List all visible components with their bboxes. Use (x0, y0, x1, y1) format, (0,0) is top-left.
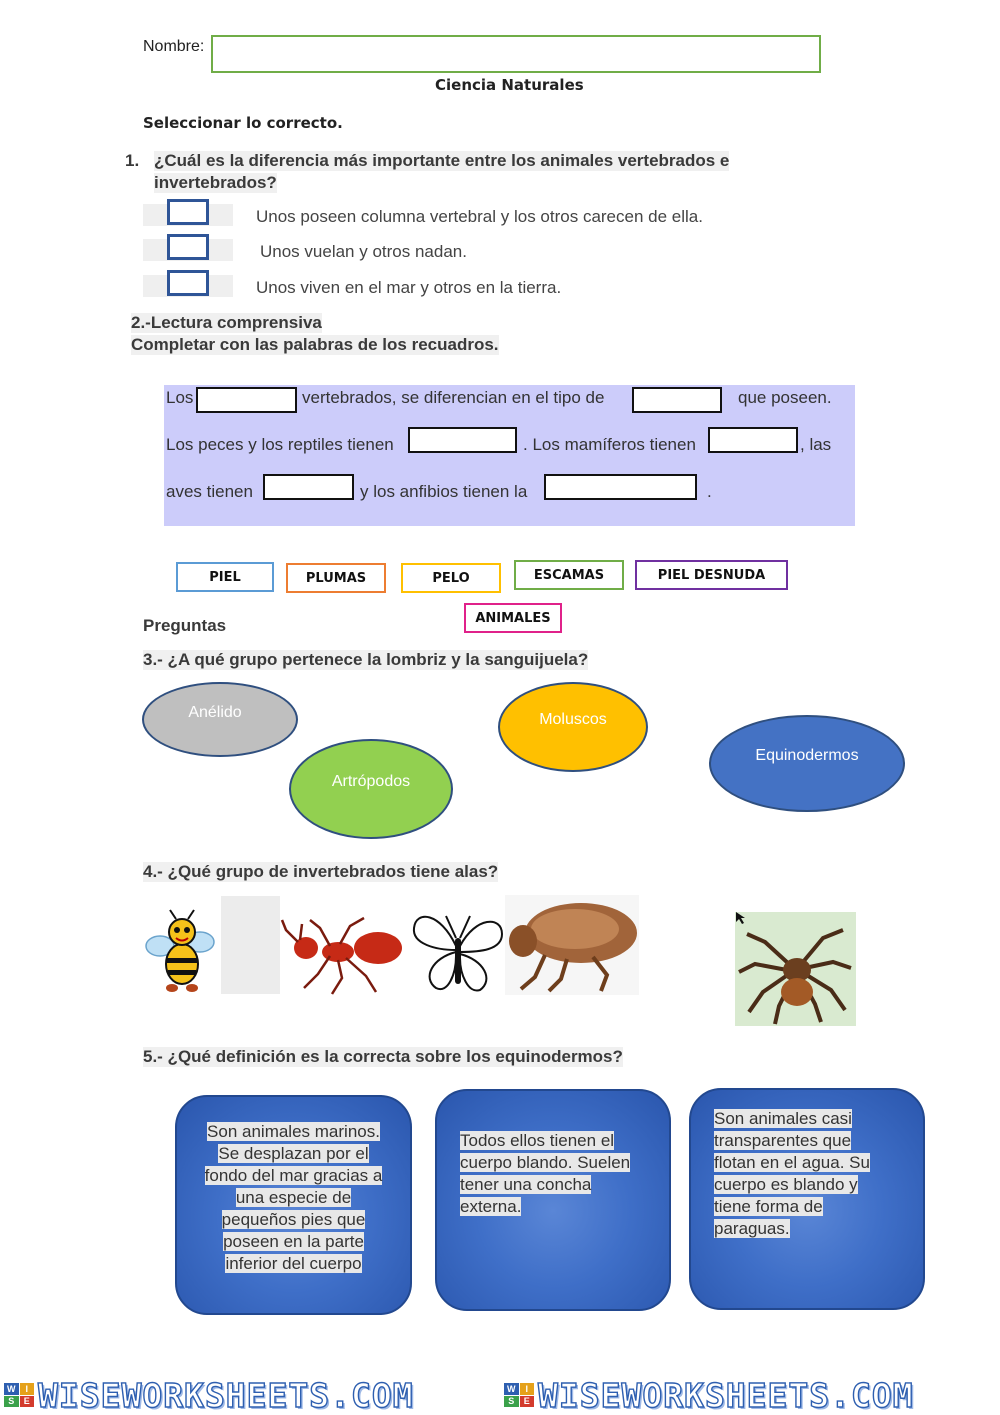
cursor-icon (735, 911, 749, 925)
q1-option-2: Unos vuelan y otros nadan. (260, 242, 467, 261)
card-line: fondo del mar gracias a (204, 1166, 383, 1185)
card-line: inferior del cuerpo (225, 1254, 362, 1273)
option-artropodos[interactable]: Artrópodos (289, 739, 453, 839)
reading-text: aves tienen (166, 482, 253, 501)
word-piel[interactable]: PIEL (176, 562, 274, 592)
watermark-text: WISEWORKSHEETS.COM (538, 1376, 914, 1415)
reading-text: vertebrados, se diferencian en el tipo de (302, 388, 605, 407)
word-piel-desnuda[interactable]: PIEL DESNUDA (635, 560, 788, 590)
flea-image[interactable] (505, 895, 639, 995)
card-line: Se desplazan por el (218, 1144, 369, 1163)
card-line: Son animales marinos. (207, 1122, 380, 1141)
option-moluscos[interactable]: Moluscos (498, 682, 648, 772)
name-label: Nombre: (143, 38, 205, 55)
word-animales[interactable]: ANIMALES (464, 603, 562, 633)
blank-4[interactable] (708, 427, 798, 453)
card-line: pequeños pies que (221, 1210, 366, 1229)
card-line: Todos ellos tienen el (460, 1131, 615, 1150)
reading-text: y los anfibios tienen la (360, 482, 528, 501)
card-line: flotan en el agua. Su (714, 1153, 870, 1172)
blank-6[interactable] (544, 474, 697, 500)
bee-image[interactable] (142, 908, 218, 996)
reading-text: Los (166, 388, 194, 407)
logo-cell: S (4, 1396, 19, 1408)
wise-logo-icon (504, 1383, 534, 1407)
card-line: tiene forma de (714, 1197, 823, 1216)
reading-text: que poseen. (738, 388, 832, 407)
instruction: Seleccionar lo correcto. (143, 114, 343, 132)
card-line: externa. (460, 1197, 522, 1216)
logo-cell: W (4, 1383, 19, 1395)
butterfly-image[interactable] (410, 902, 506, 998)
card-line: cuerpo es blando y (714, 1175, 858, 1194)
logo-cell: I (20, 1383, 35, 1395)
name-input[interactable] (211, 35, 821, 73)
reading-text: Los peces y los reptiles tienen (166, 435, 394, 454)
q1-checkbox-3[interactable] (167, 270, 209, 296)
watermark-text: WISEWORKSHEETS.COM (38, 1376, 414, 1415)
q1-checkbox-1[interactable] (167, 199, 209, 225)
q1-option-1: Unos poseen columna vertebral y los otros carecen de ella. (256, 207, 703, 226)
reading-text: , las (800, 435, 832, 454)
q5-option-text-1 (176, 1121, 411, 1275)
logo-cell: E (20, 1396, 35, 1408)
card-line: poseen en la parte (223, 1232, 364, 1251)
reading-text: . (707, 482, 712, 501)
word-pelo[interactable]: PELO (401, 563, 501, 593)
logo-cell: S (504, 1396, 519, 1408)
q1-number: 1. (125, 151, 140, 170)
q2-subtitle: Completar con las palabras de los recuadros. (131, 335, 499, 354)
card-line: cuerpo blando. Suelen (460, 1153, 631, 1172)
logo-cell: I (520, 1383, 535, 1395)
q1-checkbox-2[interactable] (167, 234, 209, 260)
spider-image[interactable] (735, 912, 856, 1026)
reading-text: . Los mamíferos tienen (523, 435, 696, 454)
blank-5[interactable] (263, 474, 354, 500)
option-equinodermos[interactable]: Equinodermos (709, 715, 905, 812)
logo-cell: W (504, 1383, 519, 1395)
blank-1[interactable] (196, 387, 297, 413)
worksheet-title: Ciencia Naturales (435, 76, 584, 94)
card-line: una especie de (235, 1188, 352, 1207)
preguntas-label: Preguntas (143, 616, 227, 635)
logo-cell: E (520, 1396, 535, 1408)
blank-2[interactable] (632, 387, 722, 413)
q2-title: 2.-Lectura comprensiva (131, 313, 322, 332)
ant-image[interactable] (280, 912, 410, 996)
card-line: tener una concha (460, 1175, 592, 1194)
word-plumas[interactable]: PLUMAS (286, 563, 386, 593)
q3-question: 3.- ¿A qué grupo pertenece la lombriz y la sanguijuela? (143, 650, 589, 669)
q5-option-text-3 (714, 1108, 914, 1240)
card-line: transparentes que (714, 1131, 852, 1150)
wise-logo-icon (4, 1383, 34, 1407)
blank-3[interactable] (408, 427, 517, 453)
q5-option-text-2 (460, 1130, 660, 1218)
q1-question-line1: ¿Cuál es la diferencia más importante entre los animales vertebrados e (154, 151, 730, 170)
q1-question-line2: invertebrados? (154, 173, 277, 192)
image-placeholder (221, 896, 280, 994)
word-escamas[interactable]: ESCAMAS (514, 560, 624, 590)
card-line: Son animales casi (714, 1109, 852, 1128)
option-anelido[interactable]: Anélido (142, 682, 298, 757)
card-line: paraguas. (714, 1219, 790, 1238)
q5-question: 5.- ¿Qué definición es la correcta sobre los equinodermos? (143, 1047, 623, 1066)
q1-option-3: Unos viven en el mar y otros en la tierra. (256, 278, 562, 297)
q4-question: 4.- ¿Qué grupo de invertebrados tiene alas? (143, 862, 499, 881)
